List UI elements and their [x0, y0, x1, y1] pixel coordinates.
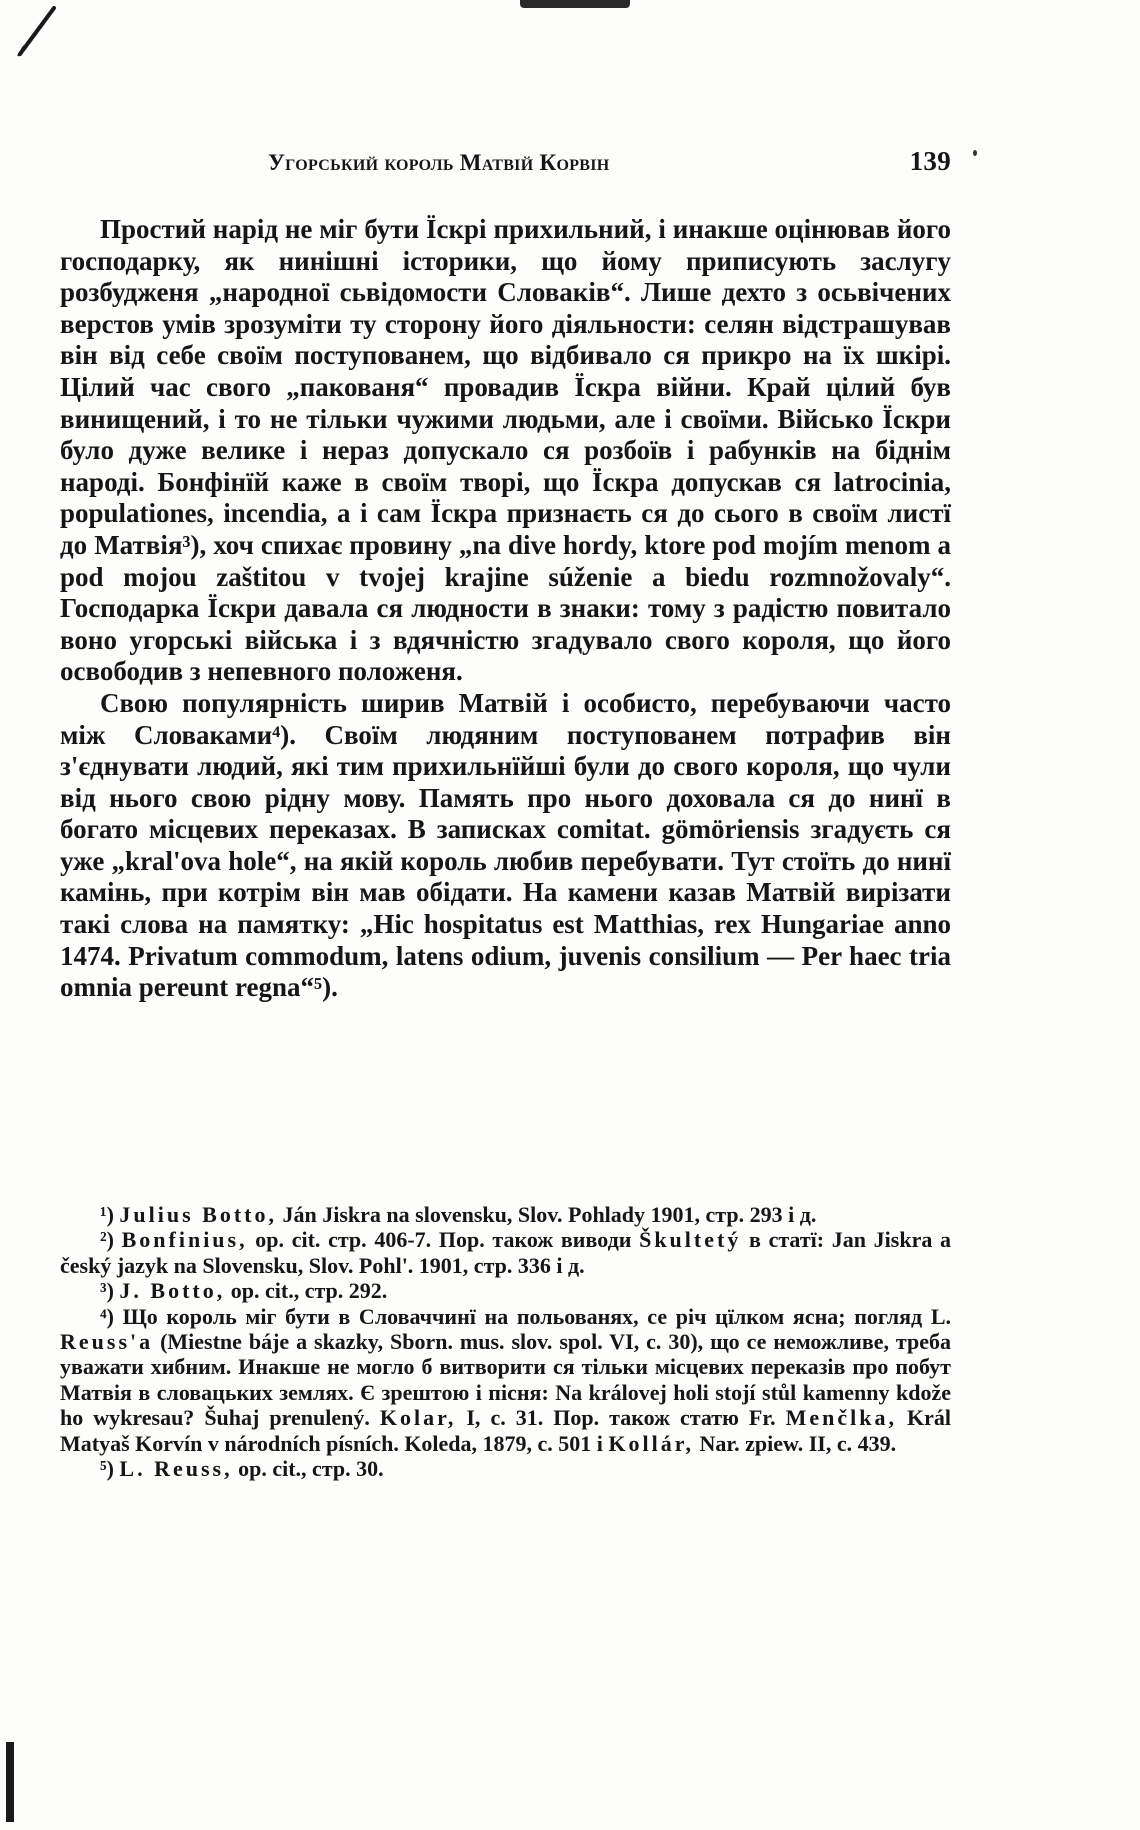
pencil-mark-icon [14, 6, 56, 58]
footnote-author: Menčlka, [785, 1405, 898, 1431]
running-title: Угорський король Матвій Корвін [268, 150, 610, 175]
footnote-text: Nar. zpiew. II, c. 439. [699, 1430, 897, 1456]
footnote-author: Reuss'a [60, 1329, 154, 1355]
page-number: 139 [909, 146, 951, 176]
footnote-author: Škultetý [639, 1227, 742, 1253]
footnote-text: Що король міг бути в Словаччинї на польованях, се річ цїлком ясна; погляд L. [122, 1303, 951, 1329]
footnote-text: Král Matyaš Korvín v národních písních. Koleda, 1879, c. 501 і [60, 1405, 952, 1456]
footnote-4 [60, 1304, 951, 1456]
scan-artifact-bottom [6, 1742, 14, 1822]
footnote-text: в статї: Jan Jiskra a český jazyk na Slovensku, Slov. Pohl'. 1901, стр. 336 і д. [60, 1227, 952, 1278]
footnote-1 [60, 1202, 951, 1227]
footnote-author: J. Botto, [119, 1278, 226, 1304]
footnote-author: Kollár, [608, 1430, 695, 1456]
footnotes [60, 1202, 951, 1481]
paragraph-2: Свою популярність ширив Матвій і особисто, перебуваючи часто між Словаками⁴). Своїм людяним поступованем потрафив він з'єднувати людий, які тим прихильнїйші були до свого короля, що чули від нього свою рідну мову. Память про нього доховала ся до нинї в богато місцевих переказах. В записках comitat. gömöriensis згадуєть ся уже „kral'ova hole“, на якій король любив перебувати. Тут стоїть до нинї камінь, при котрім він мав обідати. На камени казав Матвій вирізати такі слова на памятку: „Hic hospitatus est Matthias, rex Hungariae anno 1474. Privatum commodum, latens odium, juvenis consilium — Per haec tria omnia pereunt regna“⁵). [60, 687, 951, 1003]
footnote-text: op. cit., стр. 292. [230, 1278, 388, 1304]
paragraph-1: Простий нарід не міг бути Їскрі прихильний, і инакше оцінював його господарку, як нинішні історики, що йому приписують заслугу розбудженя „народної сьвідомости Словаків“. Лише дехто з осьвічених верстов умів зрозуміти ту сторону його діяльности: селян відстрашував він від себе своїм поступованем, що відбивало ся прикро на їх шкірі. Цілий час свого „пакованя“ провадив Їскра війни. Край цілий був винищений, і то не тільки чужими людьми, але і своїми. Військо Їскри було дуже велике і нераз допускало ся розбоїв і рабунків на біднім народі. Бонфінїй каже в своїм творі, що Їскра допускав ся latrocinia, populationes, incendia, а і сам Їскра признаєть ся до сього в своїм листї до Матвія³), хоч спихає провину „na dive hordy, ktore pod mojím menom a pod mojou zaštitou v tvojej krajine súženie a biedu rozmnožovaly“. Господарка Їскри давала ся людности в знаки: тому з радістю повитало воно угорські війська і з вдячністю згадувало свого короля, що його освободив з непевного положеня. [60, 214, 951, 687]
scan-artifact-top [520, 0, 630, 8]
footnote-text: I, c. 31. Пор. також статю Fr. [466, 1405, 776, 1431]
footnote-text: op. cit. стр. 406-7. Пор. також виводи [255, 1227, 632, 1253]
footnote-text: op. cit., стр. 30. [238, 1456, 384, 1482]
footnote-author: Bonfinius, [121, 1227, 248, 1253]
footnote-2 [60, 1227, 951, 1278]
footnote-text: Ján Jiskra na slovensku, Slov. Pohlady 1901, стр. 293 і д. [282, 1202, 817, 1227]
footnote-marker: ⁴) [100, 1303, 114, 1329]
footnote-author: L. Reuss, [119, 1456, 233, 1482]
scan-dot [973, 150, 977, 156]
footnote-author: Kolar, [379, 1405, 457, 1431]
footnote-author: Julius Botto, [119, 1202, 278, 1227]
footnote-marker: ³) [100, 1278, 114, 1304]
footnote-5 [60, 1456, 951, 1481]
footnote-3 [60, 1278, 951, 1303]
footnote-marker: ⁵) [100, 1456, 114, 1482]
footnote-marker: ¹) [100, 1202, 114, 1227]
main-text [60, 214, 951, 1004]
footnote-marker: ²) [100, 1227, 114, 1253]
footnote-text: (Miestne báje a skazky, Sborn. mus. slov. spol. VI, c. 30), що се неможливе, треба уважати хибним. Инакше не могло б витворити ся тільки місцевих переказів про побут Матвія в словацьких землях. Є зрештою і пісня: Na královej holi stojí stůl kamenny kdože ho wykresau? Šuhaj prenulený. [60, 1329, 952, 1431]
running-header [268, 146, 951, 182]
